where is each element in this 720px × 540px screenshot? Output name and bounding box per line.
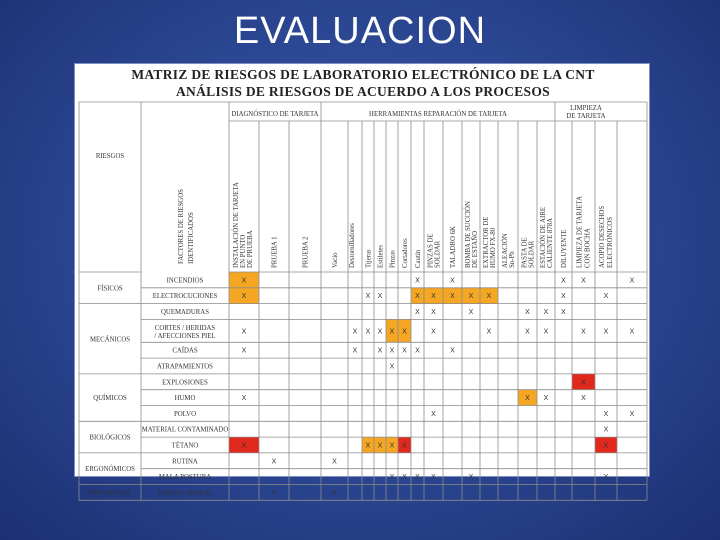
risk-mark: X	[603, 328, 609, 336]
risk-mark: X	[365, 442, 371, 450]
risk-mark: X	[389, 474, 395, 482]
header-group: DIAGNÓSTICO DE TARJETA	[231, 111, 319, 118]
risk-mark: X	[402, 474, 407, 482]
column-header: PINZAS DE	[427, 233, 435, 268]
column-header: Destornilladores	[349, 223, 356, 268]
risk-category: PSICOSOCIAL	[88, 489, 132, 497]
risk-factor: TÉTANO	[171, 442, 199, 450]
risk-mark: X	[402, 347, 407, 355]
risk-factor: MATERIAL CONTAMINADO	[141, 426, 229, 434]
header-riesgos: RIESGOS	[95, 153, 125, 160]
risk-mark: X	[486, 293, 492, 301]
risk-mark: X	[543, 309, 549, 316]
risk-factor: EXPLOSIONES	[162, 379, 208, 387]
risk-mark: X	[377, 328, 383, 336]
column-header: PRUEBA 1	[271, 236, 279, 268]
risk-factor: TAREA LABORAL	[157, 489, 213, 497]
risk-mark: X	[415, 347, 420, 355]
risk-mark: X	[431, 474, 436, 482]
risk-mark: X	[271, 489, 277, 497]
risk-factor: QUEMADURAS	[161, 309, 209, 316]
risk-mark: X	[561, 293, 566, 301]
column-header: INSTALACIÓN DE TARJETA	[233, 182, 240, 268]
column-header: BOMBA DE SUCCIÓN	[465, 201, 472, 268]
risk-mark: X	[450, 293, 455, 301]
slide-title: EVALUACION	[233, 10, 487, 52]
column-header: Estiletes	[377, 244, 385, 268]
risk-category: BIOLÓGICOS	[89, 434, 131, 442]
header-group: LIMPIEZA	[570, 105, 602, 112]
risk-mark: X	[603, 474, 609, 482]
risk-mark: X	[450, 277, 455, 285]
column-header: DE ESTAÑO	[472, 230, 479, 268]
risk-mark: X	[450, 347, 455, 355]
risk-mark: X	[241, 328, 247, 336]
risk-matrix-table	[75, 64, 651, 497]
risk-factor: HUMO	[174, 395, 196, 403]
column-header: PASTA DE	[521, 237, 529, 268]
risk-mark: X	[415, 474, 420, 482]
risk-mark: X	[431, 293, 436, 301]
header-factores: IDENTIFICADOS	[188, 212, 195, 264]
column-header: ACOPIO DESECHOS	[599, 205, 606, 268]
risk-mark: X	[389, 363, 395, 371]
risk-mark: X	[352, 328, 358, 336]
risk-mark: X	[629, 277, 635, 285]
matrix-title: MATRIZ DE RIESGOS DE LABORATORIO ELECTRÓNICO DE LA CNT	[131, 67, 595, 82]
risk-mark: X	[415, 277, 420, 285]
risk-mark: X	[431, 309, 436, 316]
risk-mark: X	[365, 328, 371, 336]
risk-factor: MALA POSTURA	[158, 474, 212, 482]
risk-factor: POLVO	[173, 410, 197, 418]
column-header: Cautín	[415, 249, 422, 268]
risk-mark: X	[377, 442, 383, 450]
risk-mark: X	[241, 442, 247, 450]
column-header: PRUEBA 2	[302, 236, 310, 268]
header-group: HERRAMIENTAS REPARACIÓN DE TARJETA	[369, 111, 507, 118]
matrix-subtitle: ANÁLISIS DE RIESGOS DE ACUERDO A LOS PROCESOS	[176, 84, 550, 99]
column-header: HUMO FX-80	[490, 227, 497, 268]
risk-mark: X	[468, 309, 474, 316]
risk-matrix-sheet	[74, 63, 650, 497]
risk-mark: X	[561, 277, 566, 285]
risk-mark: X	[581, 328, 586, 336]
risk-mark: X	[415, 309, 420, 316]
risk-mark: X	[581, 277, 586, 285]
risk-factor: INCENDIOS	[166, 277, 204, 285]
header-factores: FACTORES DE RIESGOS	[178, 189, 185, 264]
risk-factor: CORTES / HERIDAS	[154, 324, 216, 332]
risk-mark: X	[389, 328, 395, 336]
risk-mark: X	[468, 293, 474, 301]
risk-mark: X	[377, 293, 383, 301]
risk-mark: X	[402, 442, 407, 450]
risk-mark: X	[525, 309, 530, 316]
column-header: DILUYENTE	[561, 229, 568, 268]
risk-mark: X	[603, 410, 609, 418]
column-header: DE PRUEBA	[247, 230, 254, 268]
risk-mark: X	[241, 277, 247, 285]
risk-mark: X	[377, 347, 383, 355]
risk-category: FÍSICOS	[97, 285, 123, 293]
risk-mark: X	[402, 328, 407, 336]
risk-mark: X	[561, 309, 566, 316]
risk-mark: X	[389, 442, 395, 450]
risk-mark: X	[525, 328, 530, 336]
risk-mark: X	[332, 458, 337, 466]
risk-mark: X	[352, 347, 358, 355]
risk-category: MECÁNICOS	[89, 336, 131, 344]
column-header: ALEACIÓN	[502, 233, 509, 268]
risk-mark: X	[431, 328, 436, 336]
column-header: ELECTRÓNICOS	[607, 217, 614, 268]
risk-mark: X	[468, 474, 474, 482]
risk-factor: CAÍDAS	[172, 347, 198, 355]
risk-mark: X	[603, 442, 609, 450]
risk-mark: X	[389, 347, 395, 355]
column-header: SOLDAR	[434, 240, 442, 268]
header-group: DE TARJETA	[566, 113, 606, 120]
risk-mark: X	[629, 328, 635, 336]
risk-mark: X	[543, 395, 549, 403]
risk-mark: X	[365, 293, 371, 301]
risk-category: QUÍMICOS	[93, 395, 127, 403]
column-header: Sn-Pb	[509, 251, 516, 268]
risk-factor: RUTINA	[172, 458, 198, 466]
risk-mark: X	[581, 379, 586, 387]
risk-mark: X	[581, 395, 586, 403]
risk-mark: X	[629, 410, 635, 418]
column-header: Tijeras	[365, 249, 373, 268]
column-header: EN PUNTO	[240, 234, 247, 268]
risk-factor: / AFECCIONES PIEL	[154, 332, 216, 340]
risk-mark: X	[431, 410, 436, 418]
risk-factor: ELECTROCUCIONES	[152, 293, 218, 301]
risk-mark: X	[525, 395, 530, 403]
risk-category: ERGONÓMICOS	[85, 466, 135, 474]
risk-mark: X	[486, 328, 492, 336]
column-header: CALIENTE 878A	[547, 217, 554, 268]
column-header: Cortadores	[402, 238, 409, 268]
column-header: CON BOCHA	[584, 228, 592, 268]
risk-mark: X	[241, 293, 247, 301]
risk-mark: X	[543, 328, 549, 336]
risk-mark: X	[332, 489, 337, 497]
column-header: Pinzas	[389, 250, 397, 268]
risk-mark: X	[415, 293, 420, 301]
column-header: Vacío	[332, 252, 339, 268]
risk-factor: ATRAPAMIENTOS	[157, 363, 213, 371]
risk-mark: X	[603, 293, 609, 301]
column-header: ESTACIÓN DE AIRE	[540, 206, 547, 268]
risk-mark: X	[241, 395, 247, 403]
column-header: EXTRACTOR DE	[483, 216, 490, 268]
risk-mark: X	[271, 458, 277, 466]
risk-mark: X	[603, 426, 609, 434]
column-header: TALADRO 6K	[450, 226, 457, 268]
column-header: LIMPIEZA DE TARJETA	[576, 195, 584, 268]
risk-mark: X	[241, 347, 247, 355]
column-header: SOLDAR	[528, 240, 536, 268]
